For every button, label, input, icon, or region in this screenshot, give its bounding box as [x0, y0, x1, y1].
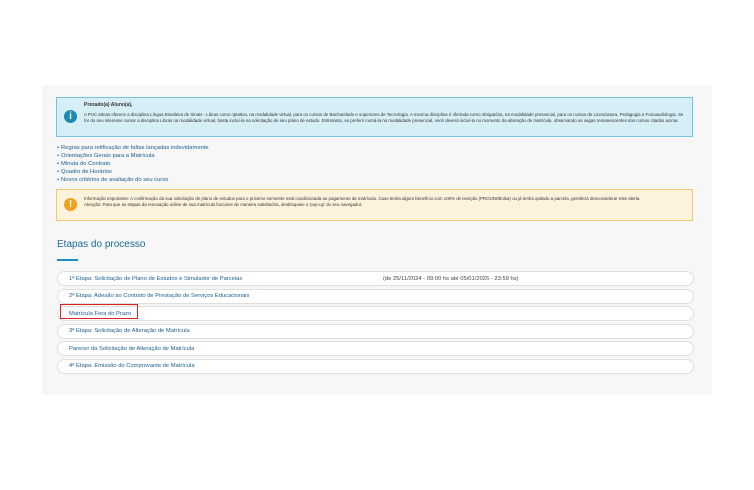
step-2-adesao-contrato[interactable] [57, 289, 694, 304]
link-orientacoes-gerais[interactable]: • Orientações Gerais para a Matrícula [57, 152, 209, 160]
info-alert-body: A PUC Minas oferece a disciplina Língua Brasileira de Sinais - Libras como optativa, na modalidade virtual, para os cursos de Bacharelado e superiores de Tecnologia. A mesma disciplina é ofertada como obrigatória, na modalidade presencial, para os cursos de Licenciatura, Pedagogia e Fonoaudiologia. Se for do seu interesse cursar a disciplina Libras na modalidade virtual, basta incluí-la na solicitação de seu plano de estudo. Entretanto, se preferir cursá-la na modalidade presencial, você deverá incluí-la no momento da alteração de matrícula, observando as vagas remanescentes dos cursos citados acima. [84, 111, 684, 123]
warning-alert-line1: Informação importante: A confirmação da sua solicitação de plano de estudos para o próximo semestre está condicionada ao pagamento da matrícula. Caso tenha algum benefício com 100% de isenção (PROUNI/Bolsa) ou já tenha quitado a parcela, gentileza desconsiderar este alerta. [84, 196, 641, 201]
info-icon: i [64, 110, 77, 123]
section-underline [57, 259, 78, 261]
step-4-comprovante[interactable] [57, 359, 694, 374]
step-label: Parecer da Solicitação de Alteração de Matrícula [69, 345, 195, 352]
warning-icon: ! [64, 198, 77, 211]
useful-links [57, 144, 209, 184]
warning-alert-line2: Atenção: Para que as etapas da renovação online de sua matrícula funcione de maneira satisfatória, desbloqueie o 'pop-up' do seu navegador. [84, 201, 363, 207]
link-minuta-contrato[interactable]: • Minuta do Contrato [57, 160, 209, 168]
link-criterios-avaliacao[interactable]: • Novos critérios de avaliação do seu curso [57, 176, 209, 184]
link-regras-faltas[interactable]: • Regras para retificação de faltas lançadas indevidamente [57, 144, 209, 152]
process-steps [57, 271, 694, 376]
step-label: 2ª Etapa: Adesão ao Contrato de Prestação de Serviços Educacionais [69, 293, 250, 299]
step-label: 4ª Etapa: Emissão do Comprovante de Matrícula [69, 363, 195, 369]
warning-alert [56, 189, 693, 221]
step-label: 3ª Etapa: Solicitação de Alteração de Matrícula [69, 328, 190, 334]
step-label: Matrícula Fora do Prazo [69, 310, 132, 317]
step-parecer-alteracao[interactable] [57, 341, 694, 356]
step-label: 1ª Etapa: Solicitação de Plano de Estudos e Simulador de Parcelas [69, 275, 243, 282]
info-alert-title: Prezado(a) Aluno(a), [84, 102, 133, 108]
step-matricula-fora-prazo[interactable] [57, 306, 694, 321]
step-3-alteracao-matricula[interactable] [57, 324, 694, 339]
info-alert [56, 97, 693, 137]
step-dates: (de 25/11/2024 - 09:00 hs até 05/01/2025 - 23:59 hs) [383, 275, 519, 282]
enrollment-panel [42, 85, 712, 395]
link-quadro-horarios[interactable]: • Quadro de Horários [57, 168, 209, 176]
step-1-plano-estudos[interactable] [57, 271, 694, 286]
highlight-box [60, 304, 138, 319]
section-title: Etapas do processo [57, 239, 146, 250]
